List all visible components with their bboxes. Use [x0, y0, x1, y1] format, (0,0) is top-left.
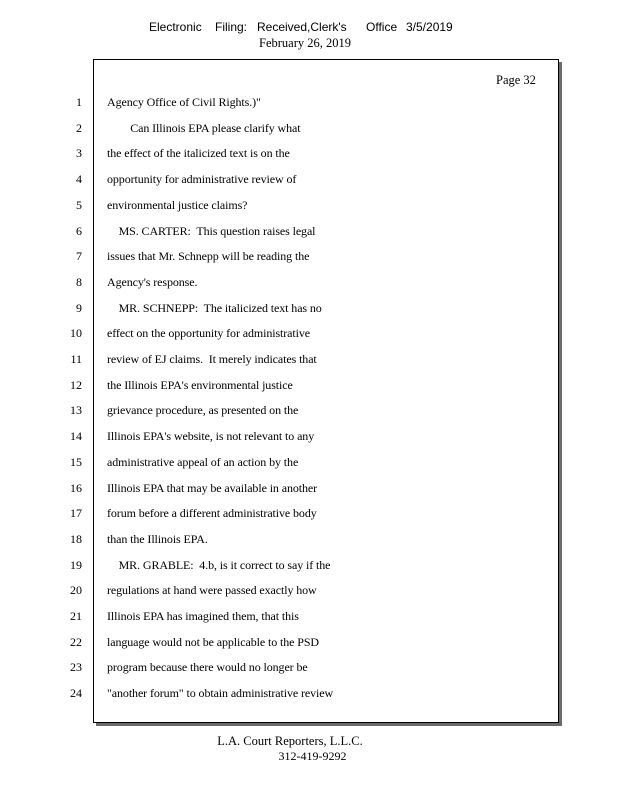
transcript-line: the Illinois EPA's environmental justice	[107, 378, 293, 392]
transcript-line: "another forum" to obtain administrative review	[107, 686, 334, 700]
reporter-phone: 312-419-9292	[278, 749, 347, 763]
transcript-line: issues that Mr. Schnepp will be reading the	[107, 249, 310, 263]
line-number: 11	[70, 352, 82, 366]
line-number: 19	[70, 558, 82, 572]
filing-stamp-electronic: Electronic	[149, 20, 202, 34]
line-number: 10	[70, 326, 82, 340]
line-number: 4	[76, 172, 82, 186]
transcript-line: grievance procedure, as presented on the	[107, 403, 299, 417]
line-number: 13	[70, 403, 82, 417]
line-number: 15	[70, 455, 82, 469]
line-number: 1	[76, 95, 82, 109]
line-number: 16	[70, 481, 82, 495]
line-number: 14	[70, 429, 82, 443]
line-number: 5	[76, 198, 82, 212]
transcript-line: opportunity for administrative review of	[107, 172, 297, 186]
transcript-line: program because there would no longer be	[107, 660, 308, 674]
line-number: 2	[76, 121, 82, 135]
filing-stamp-date: 3/5/2019	[406, 20, 453, 34]
reporter-company: L.A. Court Reporters, L.L.C.	[217, 734, 363, 748]
line-number: 8	[76, 275, 82, 289]
filing-stamp-filing: Filing:	[215, 20, 248, 34]
transcript-line: Illinois EPA's website, is not relevant to any	[107, 429, 315, 443]
transcript-line: forum before a different administrative body	[107, 506, 317, 520]
line-number: 23	[70, 660, 82, 674]
filing-stamp-received: Received,Clerk's	[257, 20, 347, 34]
transcript-line: review of EJ claims. It merely indicates that	[107, 352, 317, 366]
transcript-line: Agency Office of Civil Rights.)"	[107, 95, 261, 109]
transcript-line: Agency's response.	[107, 275, 198, 289]
line-number: 12	[70, 378, 82, 392]
line-number: 6	[76, 224, 82, 238]
transcript-line: Illinois EPA has imagined them, that this	[107, 609, 299, 623]
line-number: 18	[70, 532, 82, 546]
transcript-line: administrative appeal of an action by the	[107, 455, 299, 469]
line-number: 21	[70, 609, 82, 623]
transcript-line: MS. CARTER: This question raises legal	[107, 224, 316, 238]
page-number: Page 32	[496, 73, 536, 87]
line-number: 17	[70, 506, 82, 520]
transcript-line: regulations at hand were passed exactly how	[107, 583, 317, 597]
line-number: 9	[76, 301, 82, 315]
transcript-line: MR. SCHNEPP: The italicized text has no	[107, 301, 322, 315]
filing-stamp-office: Office	[366, 20, 398, 34]
document-date: February 26, 2019	[259, 36, 351, 50]
transcript-line: Illinois EPA that may be available in another	[107, 481, 318, 495]
transcript-line: Can Illinois EPA please clarify what	[107, 121, 301, 135]
line-number: 3	[76, 146, 82, 160]
transcript-line: MR. GRABLE: 4.b, is it correct to say if the	[107, 558, 331, 572]
line-number: 7	[76, 249, 82, 263]
transcript-line: than the Illinois EPA.	[107, 532, 208, 546]
line-number: 24	[70, 686, 82, 700]
transcript-line: effect on the opportunity for administrative	[107, 326, 310, 340]
transcript-line: the effect of the italicized text is on the	[107, 146, 290, 160]
line-number: 22	[70, 635, 82, 649]
line-number: 20	[70, 583, 82, 597]
filing-stamp	[0, 20, 618, 36]
transcript-line: language would not be applicable to the PSD	[107, 635, 319, 649]
transcript-line: environmental justice claims?	[107, 198, 248, 212]
